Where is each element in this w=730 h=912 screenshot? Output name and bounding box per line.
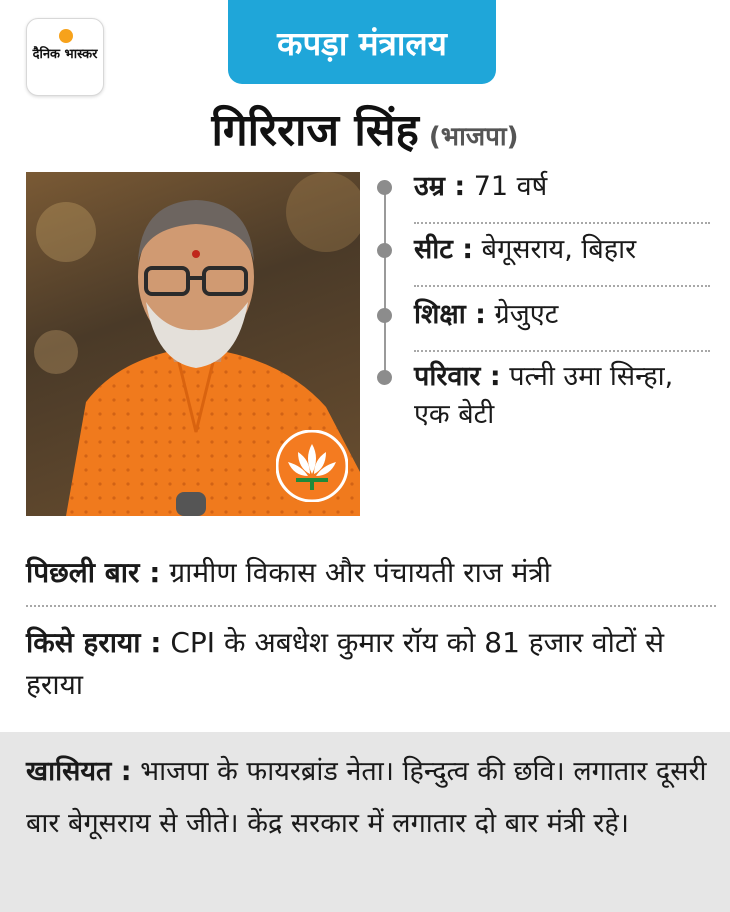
previous-role <box>26 552 716 594</box>
fact-family <box>414 358 710 434</box>
defeated-info <box>26 622 716 706</box>
minister-photo <box>26 172 360 516</box>
specialty-value: भाजपा के फायरब्रांड नेता। हिन्दुत्व की छवि। लगातार दूसरी बार बेगूसराय से जीते। केंद्र सरकार में लगातार दो बार मंत्री रहे। <box>26 756 707 839</box>
divider <box>414 350 710 352</box>
minister-name: गिरिराज सिंह <box>211 105 419 156</box>
dainik-bhaskar-logo <box>26 18 104 96</box>
party-label: (भाजपा) <box>428 122 519 152</box>
fact-seat <box>414 231 710 269</box>
fact-value: ग्रेजुएट <box>494 299 559 330</box>
fact-value: 71 वर्ष <box>473 171 548 202</box>
timeline-dot <box>377 243 392 258</box>
fact-age <box>414 168 710 206</box>
fact-label: शिक्षा : <box>414 299 486 330</box>
fact-label: परिवार : <box>414 361 501 392</box>
defeated-label: किसे हराया : <box>26 626 162 659</box>
specialty-label: खासियत : <box>26 756 132 787</box>
divider <box>26 605 716 607</box>
specialty-panel <box>0 732 730 912</box>
title-row <box>0 98 730 158</box>
fact-value: पत्नी उमा सिन्हा, एक बेटी <box>414 361 674 430</box>
specialty-text <box>26 746 716 850</box>
timeline-dot <box>377 180 392 195</box>
fact-education <box>414 296 710 334</box>
fact-label: सीट : <box>414 234 474 265</box>
bjp-lotus-icon <box>276 430 348 502</box>
sun-icon <box>59 29 73 43</box>
timeline-line <box>384 186 386 376</box>
divider <box>414 222 710 224</box>
previous-value: ग्रामीण विकास और पंचायती राज मंत्री <box>169 556 552 589</box>
fact-value: बेगूसराय, बिहार <box>481 234 637 265</box>
previous-label: पिछली बार : <box>26 556 161 589</box>
timeline-dot <box>377 308 392 323</box>
defeated-value: CPI के अबधेश कुमार रॉय को 81 हजार वोटों से हराया <box>26 626 665 701</box>
timeline-dot <box>377 370 392 385</box>
ministry-banner: कपड़ा मंत्रालय <box>228 0 496 84</box>
divider <box>414 285 710 287</box>
fact-label: उम्र : <box>414 171 466 202</box>
logo-text: दैनिक भास्कर <box>32 47 98 62</box>
